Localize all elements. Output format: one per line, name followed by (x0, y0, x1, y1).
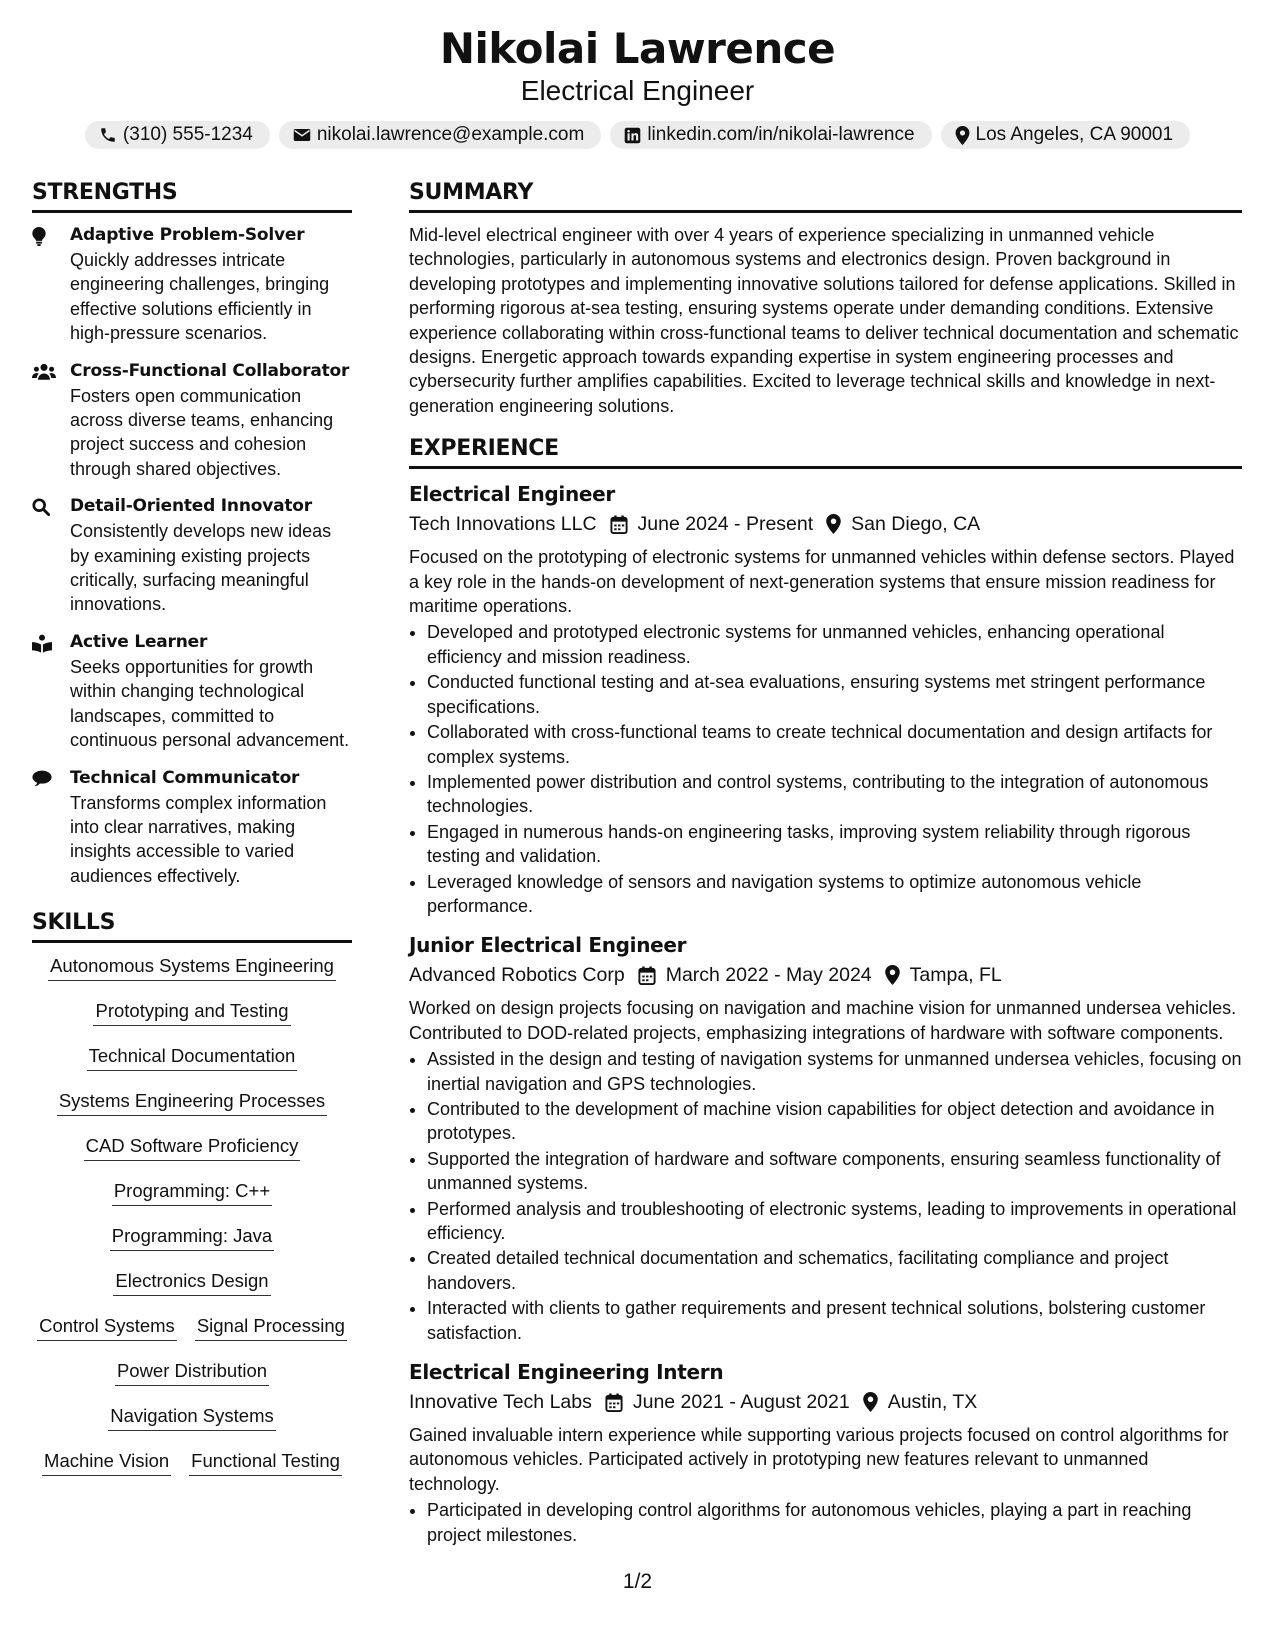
skill-tag: Programming: C++ (112, 1178, 272, 1206)
bullet-item: • Created detailed technical documentation and schematics, facilitating compliance and project handovers. (427, 1246, 1242, 1295)
strength-title: Detail-Oriented Innovator (70, 496, 312, 517)
experience-entry (409, 930, 1242, 1345)
skill-tag: Prototyping and Testing (93, 998, 290, 1026)
bullet-item: • Assisted in the design and testing of navigation systems for unmanned undersea vehicles, focusing on inertial navigation and GPS technologies. (427, 1047, 1242, 1096)
candidate-name: Nikolai Lawrence (439, 24, 836, 73)
strength-title: Active Learner (70, 631, 208, 652)
company-name: Innovative Tech Labs (409, 1391, 592, 1414)
job-description: Gained invaluable intern experience while supporting various projects focused on control algorithms for autonomous vehicles. Participated actively in prototyping new features relevant to unmanned technology. (409, 1425, 1229, 1494)
linkedin-icon (624, 127, 641, 144)
bullet-item: • Participated in developing control algorithms for autonomous vehicles, playing a part in reaching project milestones. (427, 1498, 1242, 1547)
strength-item (32, 630, 352, 753)
bullet-item: • Performed analysis and troubleshooting of electronic systems, leading to improvements in operational efficiency. (427, 1197, 1242, 1246)
phone-text: (310) 555-1234 (122, 124, 253, 145)
job-dates: March 2022 - May 2024 (665, 964, 872, 987)
company-name: Advanced Robotics Corp (409, 964, 625, 987)
strength-title: Cross-Functional Collaborator (70, 360, 350, 381)
bullet-item: • Leveraged knowledge of sensors and navigation systems to optimize autonomous vehicle performance. (427, 870, 1242, 919)
contact-phone[interactable] (85, 121, 270, 149)
skills-heading: SKILLS (32, 908, 352, 943)
strength-description: Seeks opportunities for growth within changing technological landscapes, committed to continuous personal advancement. (70, 656, 350, 751)
contact-location (941, 121, 1191, 149)
job-description: Worked on design projects focusing on navigation and machine vision for unmanned undersea vehicles. Contributed to DOD-related projects, emphasizing integrations of hardware with software components. (409, 998, 1237, 1043)
job-bullets (409, 1047, 1242, 1345)
resume-header (0, 22, 1275, 149)
page-number: 1/2 (622, 1570, 653, 1593)
experience-entry (409, 479, 1242, 918)
job-meta (409, 1387, 1242, 1417)
contact-linkedin[interactable] (610, 121, 931, 149)
magnifier-icon (32, 503, 50, 520)
skill-tag: Programming: Java (110, 1223, 274, 1251)
right-column (409, 178, 1242, 1559)
strength-item (32, 766, 352, 889)
skill-tag: Signal Processing (195, 1313, 347, 1341)
experience-heading: EXPERIENCE (409, 434, 1242, 469)
location-pin-icon (863, 1392, 878, 1412)
bullet-item: • Developed and prototyped electronic systems for unmanned vehicles, enhancing operational efficiency and mission readiness. (427, 620, 1242, 669)
strength-description: Transforms complex information into clear narratives, making insights accessible to varied audiences effectively. (70, 792, 327, 886)
job-title: Electrical Engineer (409, 482, 615, 507)
job-dates: June 2024 - Present (637, 513, 814, 536)
job-title: Electrical Engineering Intern (409, 1360, 724, 1385)
job-meta (409, 960, 1242, 990)
linkedin-text: linkedin.com/in/nikolai-lawrence (647, 124, 915, 145)
bullet-item: • Contributed to the development of machine vision capabilities for object detection and avoidance in prototypes. (427, 1097, 1242, 1146)
job-dates: June 2021 - August 2021 (632, 1391, 850, 1414)
calendar-icon (638, 966, 656, 985)
summary-heading: SUMMARY (409, 178, 1242, 213)
calendar-icon (605, 1393, 623, 1412)
job-meta (409, 509, 1242, 539)
strength-title: Adaptive Problem-Solver (70, 225, 305, 245)
strength-item (32, 223, 352, 346)
bullet-item: • Interacted with clients to gather requirements and present technical solutions, bolstering customer satisfaction. (427, 1296, 1242, 1345)
skill-tag: Navigation Systems (108, 1403, 275, 1431)
envelope-icon (293, 127, 311, 143)
email-text: nikolai.lawrence@example.com (316, 124, 585, 145)
strength-item (32, 359, 352, 482)
skill-tag: Technical Documentation (87, 1043, 298, 1071)
skill-tag: Functional Testing (189, 1448, 342, 1476)
location-text: Los Angeles, CA 90001 (975, 124, 1174, 145)
bullet-item: • Engaged in numerous hands-on engineering tasks, improving system reliability through rigorous testing and validation. (427, 820, 1242, 869)
bullet-item: • Implemented power distribution and control systems, contributing to the integration of autonomous technologies. (427, 770, 1242, 819)
job-description: Focused on the prototyping of electronic systems for unmanned vehicles within defense sectors. Played a key role in the hands-on development of next-generation systems that ensure mission readiness for maritime operations. (409, 547, 1235, 617)
location-pin-icon (885, 965, 900, 985)
candidate-title: Electrical Engineer (520, 75, 755, 106)
job-title: Junior Electrical Engineer (409, 933, 687, 958)
bullet-item: • Collaborated with cross-functional teams to create technical documentation and design artifacts for complex systems. (427, 720, 1242, 769)
contact-email[interactable] (279, 121, 601, 149)
job-location: San Diego, CA (851, 513, 981, 536)
phone-icon (99, 126, 117, 144)
skill-tag: Control Systems (37, 1313, 177, 1341)
calendar-icon (610, 515, 628, 534)
job-bullets (409, 620, 1242, 918)
summary-text: Mid-level electrical engineer with over 4 years of experience specializing in unmanned vehicle technologies, particularly in autonomous systems and electronics design. Proven background in developing prototypes and implementing innovative solutions tailored for defense applications. Skilled in performing rigorous at-sea testing, ensuring systems operate under demanding conditions. Extensive experience collaborating within cross-functional teams to deliver technical documentation and schematic designs. Energetic approach towards expanding expertise in system engineering processes and cybersecurity further amplifies capabilities. Excited to leverage technical skills and knowledge in next-generation engineering solutions. (409, 225, 1239, 416)
strengths-heading: STRENGTHS (32, 178, 352, 213)
book-reader-icon (32, 640, 52, 657)
job-location: Austin, TX (887, 1391, 978, 1414)
contact-bar (0, 121, 1275, 149)
skill-tag: CAD Software Proficiency (84, 1133, 301, 1161)
experience-entry (409, 1357, 1242, 1547)
speech-bubble-icon (32, 774, 52, 791)
location-pin-icon (955, 126, 970, 145)
strength-description: Quickly addresses intricate engineering challenges, bringing effective solutions efficiently in high-pressure scenarios. (70, 250, 330, 344)
company-name: Tech Innovations LLC (409, 513, 597, 536)
lightbulb-icon (32, 233, 46, 250)
job-location: Tampa, FL (909, 964, 1002, 987)
strength-item (32, 494, 352, 617)
skill-tag: Systems Engineering Processes (57, 1088, 327, 1116)
people-group-icon (32, 367, 56, 384)
skill-tag: Autonomous Systems Engineering (48, 953, 336, 981)
bullet-item: • Supported the integration of hardware and software components, ensuring seamless functionality of unmanned systems. (427, 1147, 1242, 1196)
strength-description: Consistently develops new ideas by examining existing projects critically, surfacing meaningful innovations. (70, 521, 332, 615)
skill-tag: Machine Vision (42, 1448, 171, 1476)
job-bullets (409, 1498, 1242, 1547)
location-pin-icon (826, 514, 841, 534)
strength-description: Fosters open communication across diverse teams, enhancing project success and cohesion through shared objectives. (70, 385, 334, 479)
skills-list (32, 953, 352, 1493)
skill-tag: Power Distribution (115, 1358, 269, 1386)
skill-tag: Electronics Design (113, 1268, 270, 1296)
strength-title: Technical Communicator (70, 767, 300, 788)
left-column (32, 178, 352, 1493)
bullet-item: • Conducted functional testing and at-sea evaluations, ensuring systems met stringent performance specifications. (427, 670, 1242, 719)
